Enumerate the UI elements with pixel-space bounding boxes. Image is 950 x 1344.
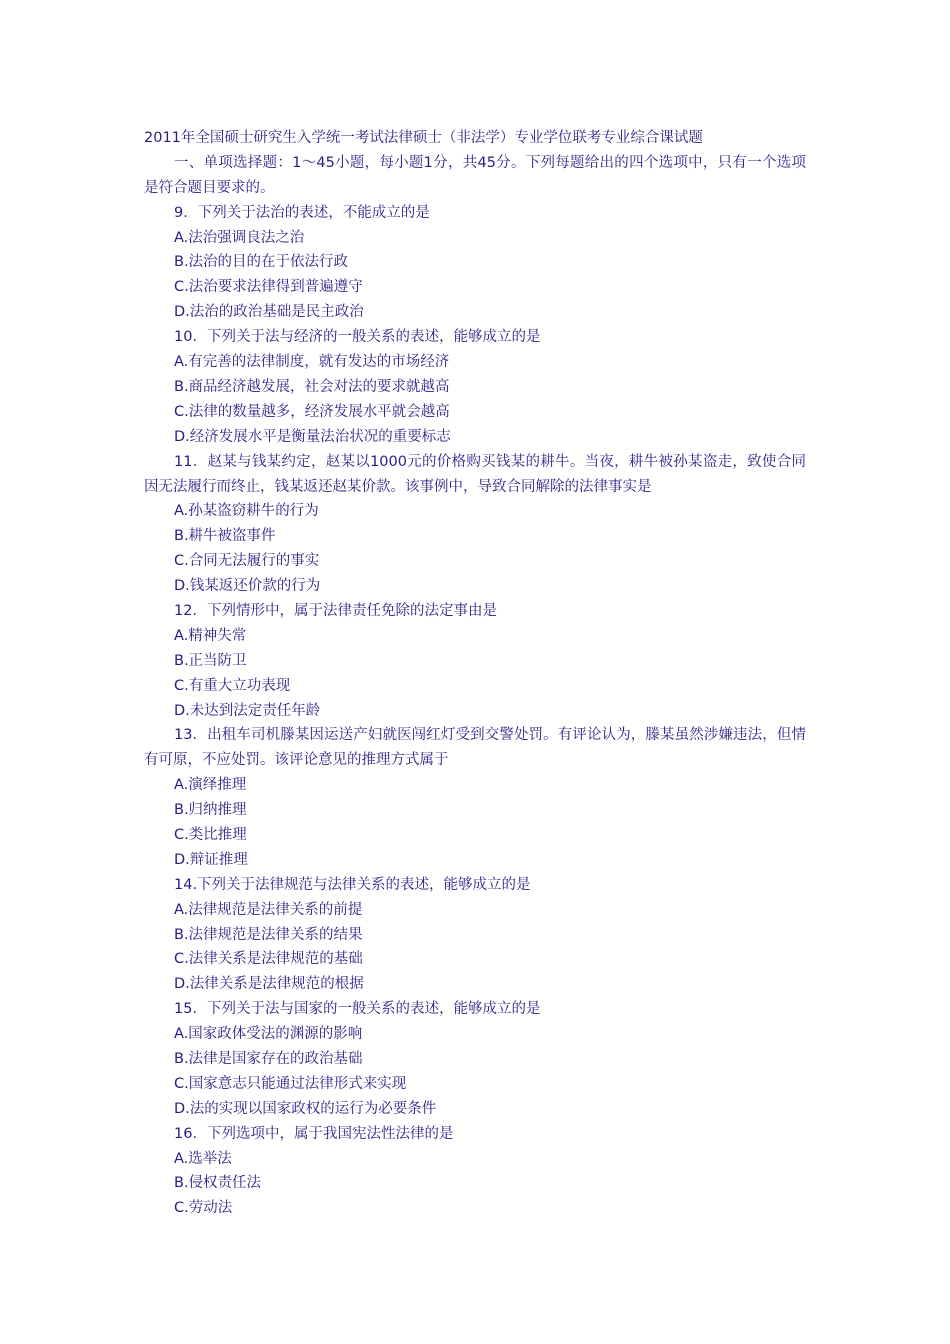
question-stem: 13．出租车司机滕某因运送产妇就医闯红灯受到交警处罚。有评论认为，滕某虽然涉嫌违法，但情有可原，不应处罚。该评论意见的推理方式属于 (144, 727, 806, 769)
option-c: C.合同无法履行的事实 (174, 553, 320, 570)
question-9 (144, 201, 806, 325)
option-a: A.演绎推理 (174, 777, 247, 794)
option-a: A.法律规范是法律关系的前提 (174, 901, 363, 918)
option-c: C.法治要求法律得到普遍遵守 (174, 279, 363, 296)
question-stem: 15．下列关于法与国家的一般关系的表述，能够成立的是 (174, 1001, 541, 1018)
question-12 (144, 599, 806, 723)
option-a: A.选举法 (174, 1150, 232, 1167)
option-d: D.法的实现以国家政权的运行为必要条件 (174, 1100, 437, 1117)
option-b: B.法律规范是法律关系的结果 (174, 926, 363, 943)
document-body (144, 126, 806, 1221)
option-b: B.商品经济越发展，社会对法的要求就越高 (174, 378, 450, 395)
option-c: C.有重大立功表现 (174, 677, 291, 694)
document-title: 2011年全国硕士研究生入学统一考试法律硕士（非法学）专业学位联考专业综合课试题 (144, 130, 703, 146)
option-a: A.有完善的法律制度，就有发达的市场经济 (174, 354, 450, 371)
option-b: B.侵权责任法 (174, 1175, 262, 1192)
option-d: D.钱某返还价款的行为 (174, 578, 321, 595)
question-14 (144, 873, 806, 997)
option-d: D.法治的政治基础是民主政治 (174, 304, 364, 321)
option-d: D.辩证推理 (174, 851, 248, 868)
option-a: A.国家政体受法的渊源的影响 (174, 1026, 363, 1043)
option-c: C.国家意志只能通过法律形式来实现 (174, 1075, 407, 1092)
option-a: A.精神失常 (174, 627, 247, 644)
option-b: B.正当防卫 (174, 652, 247, 669)
question-10 (144, 325, 806, 449)
option-d: D.法律关系是法律规范的根据 (174, 976, 364, 993)
question-stem: 11．赵某与钱某约定，赵某以1000元的价格购买钱某的耕牛。当夜，耕牛被孙某盗走，致使合同因无法履行而终止，钱某返还赵某价款。该事例中，导致合同解除的法律事实是 (144, 453, 806, 495)
option-c: C.类比推理 (174, 826, 247, 843)
option-d: D.经济发展水平是衡量法治状况的重要标志 (174, 428, 451, 445)
question-stem: 9．下列关于法治的表述，不能成立的是 (174, 204, 430, 221)
option-a: A.法治强调良法之治 (174, 229, 305, 246)
option-b: B.法律是国家存在的政治基础 (174, 1051, 363, 1067)
question-16 (144, 1122, 806, 1222)
question-stem: 10．下列关于法与经济的一般关系的表述，能够成立的是 (174, 329, 541, 346)
option-c: C.法律的数量越多，经济发展水平就会越高 (174, 403, 450, 420)
option-d: D.未达到法定责任年龄 (174, 702, 321, 719)
option-c: C.劳动法 (174, 1200, 233, 1217)
option-b: B.耕牛被盗事件 (174, 528, 276, 545)
question-13 (144, 723, 806, 872)
question-stem: 14.下列关于法律规范与法律关系的表述，能够成立的是 (174, 876, 531, 893)
option-c: C.法律关系是法律规范的基础 (174, 951, 363, 968)
question-stem: 12．下列情形中，属于法律责任免除的法定事由是 (174, 602, 497, 619)
option-a: A.孙某盗窃耕牛的行为 (174, 503, 319, 520)
question-15 (144, 997, 806, 1121)
option-b: B.归纳推理 (174, 802, 247, 819)
question-11 (144, 450, 806, 599)
section-intro: 一、单项选择题：1～45小题，每小题1分，共45分。下列每题给出的四个选项中，只有一个选项是符合题目要求的。 (144, 154, 806, 196)
question-stem: 16．下列选项中，属于我国宪法性法律的是 (174, 1125, 454, 1142)
option-b: B.法治的目的在于依法行政 (174, 254, 349, 271)
